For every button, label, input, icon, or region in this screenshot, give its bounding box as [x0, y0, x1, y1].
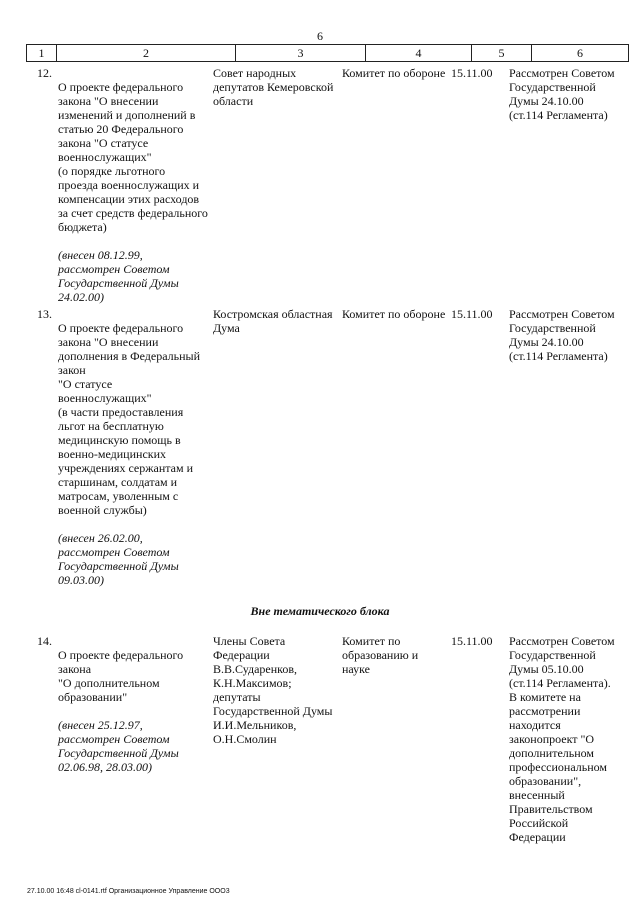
bill-note: (внесен 25.12.97, рассмотрен Советом Государственной Думы 02.06.98, 28.03.00) [58, 718, 179, 774]
column-header-6: 6 [577, 46, 583, 60]
column-header-1: 1 [38, 46, 45, 60]
author-cell: Совет народных депутатов Кемеровской области [213, 66, 334, 108]
author-cell: Костромская областная Дума [213, 307, 333, 335]
column-header-4: 4 [415, 46, 422, 60]
footer: 27.10.00 16:48 cl-0141.rtf Организационное Управление ООО3 [27, 888, 230, 895]
page-number: 6 [317, 29, 323, 43]
bill-title: О проекте федерального закона "О внесении дополнения в Федеральный закон "О статусе военнослужащих" (в части предоставления льгот на бесплатную медицинскую помощь в военно-медицинских учреждениях сержантам и старшинам, солдатам и матросам, уволенным с военной службы) [58, 321, 201, 517]
bill-title: О проекте федерального закона "О внесении изменений и дополнений в статью 20 Федерального закона "О статусе военнослужащих" (о порядке льготного проезда военнослужащих и компенсации этих расходов за счет средств федерального бюджета) [58, 80, 208, 234]
column-header-5: 5 [498, 46, 505, 60]
bill-note: (внесен 26.02.00, рассмотрен Советом Государственной Думы 09.03.00) [58, 531, 179, 587]
table-header-row [26, 44, 629, 62]
status-cell: Рассмотрен Советом Государственной Думы 24.10.00 (ст.114 Регламента) [509, 66, 615, 122]
committee-cell: Комитет по обороне [342, 307, 446, 321]
row-number: 13. [37, 307, 52, 321]
date-cell: 15.11.00 [451, 307, 493, 321]
bill-title: О проекте федерального закона "О дополнительном образовании" [58, 648, 184, 704]
row-number: 14. [37, 634, 52, 648]
bill-title-cell [58, 66, 208, 318]
column-header-2: 2 [143, 46, 149, 60]
bill-title-cell [58, 307, 208, 601]
row-number: 12. [37, 66, 52, 80]
committee-cell: Комитет по обороне [342, 66, 446, 80]
status-cell: Рассмотрен Советом Государственной Думы 05.10.00 (ст.114 Регламента). В комитете на рассмотрении находится законопроект "О дополнительном профессиональном образовании", внесенный Правительством Российской Федерации [509, 634, 615, 844]
date-cell: 15.11.00 [451, 66, 493, 80]
status-cell: Рассмотрен Советом Государственной Думы 24.10.00 (ст.114 Регламента) [509, 307, 615, 363]
date-cell: 15.11.00 [451, 634, 493, 648]
column-header-3: 3 [297, 46, 304, 60]
section-heading: Вне тематического блока [250, 604, 390, 618]
bill-title-cell [58, 634, 208, 788]
bill-note: (внесен 08.12.99, рассмотрен Советом Государственной Думы 24.02.00) [58, 248, 179, 304]
committee-cell: Комитет по образованию и науке [342, 634, 419, 676]
author-cell: Члены Совета Федерации В.В.Сударенков, К.Н.Максимов; депутаты Государственной Думы И.И.Мельников, О.Н.Смолин [213, 634, 333, 746]
